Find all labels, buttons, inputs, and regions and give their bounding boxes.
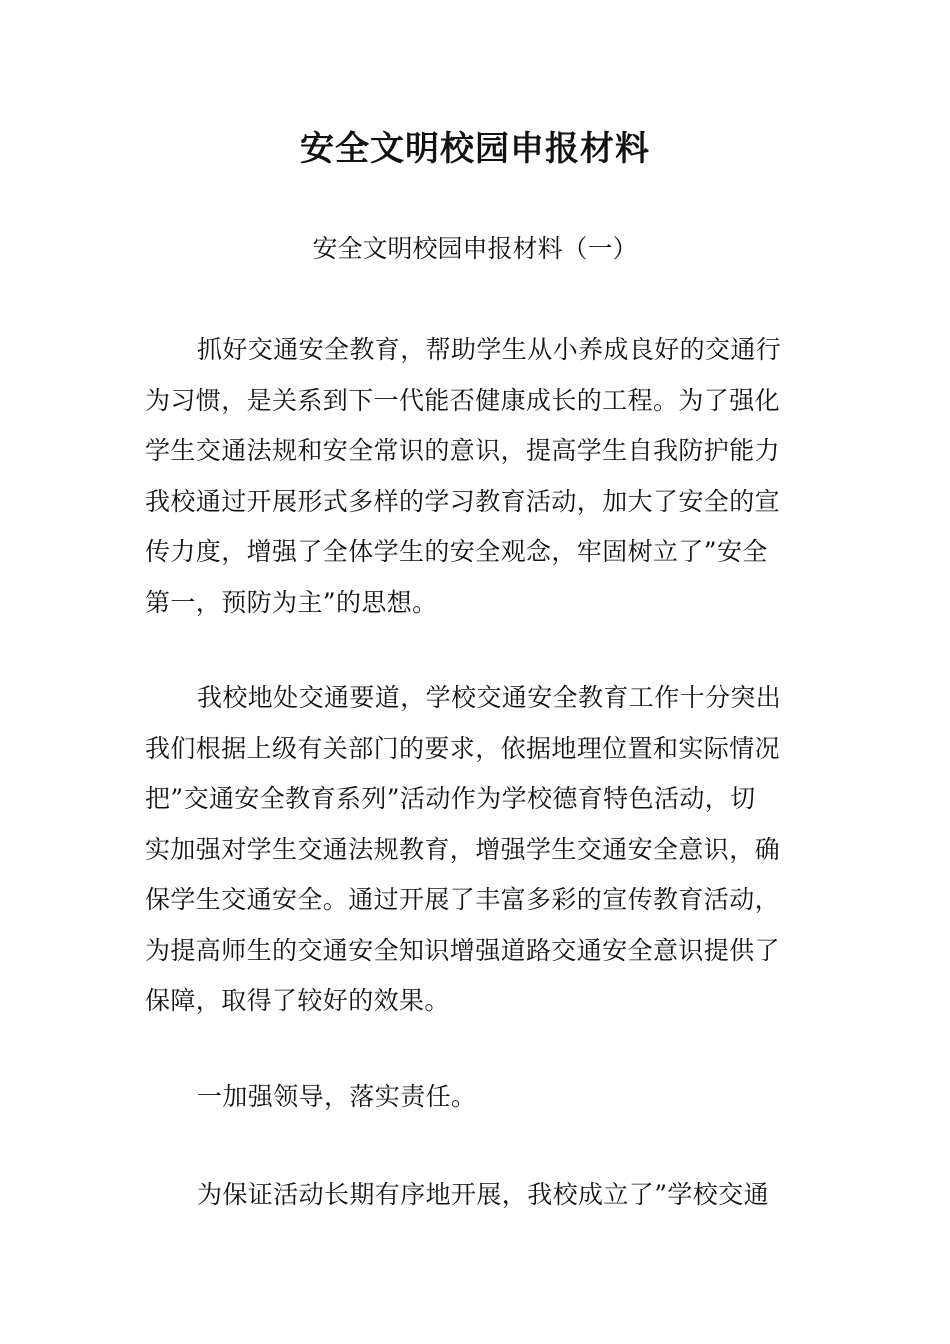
document-subtitle: 安全文明校园申报材料（一） <box>312 234 638 263</box>
paragraph-line: 抓好交通安全教育，帮助学生从小养成良好的交通行 <box>197 335 782 364</box>
paragraph-line: 我校通过开展形式多样的学习教育活动，加大了安全的宣 <box>145 486 781 516</box>
paragraph-line: 一加强领导，落实责任。 <box>197 1082 477 1111</box>
paragraph-line: 传力度，增强了全体学生的安全观念，牢固树立了”安全 <box>145 537 768 566</box>
paragraph-line: 第一，预防为主”的思想。 <box>145 587 438 617</box>
paragraph-line: 保学生交通安全。通过开展了丰富多彩的宣传教育活动， <box>145 885 781 914</box>
paragraph-line: 实加强对学生交通法规教育，增强学生交通安全意识，确 <box>145 834 781 864</box>
paragraph-line: 为保证活动长期有序地开展，我校成立了”学校交通 <box>197 1180 769 1209</box>
paragraph-4 <box>145 1170 807 1221</box>
paragraph-line: 学生交通法规和安全常识的意识，提高学生自我防护能力 <box>145 436 781 465</box>
paragraph-line: 为习惯，是关系到下一代能否健康成长的工程。为了强化 <box>145 385 781 415</box>
section-heading <box>145 1072 807 1123</box>
paragraph-line: 保障，取得了较好的效果。 <box>145 986 450 1015</box>
paragraph-line: 为提高师生的交通安全知识增强道路交通安全意识提供了 <box>145 935 781 965</box>
paragraph-1 <box>145 325 807 628</box>
document-title: 安全文明校园申报材料 <box>300 129 650 169</box>
paragraph-line: 我们根据上级有关部门的要求，依据地理位置和实际情况 <box>145 733 781 763</box>
paragraph-line: 我校地处交通要道，学校交通安全教育工作十分突出 <box>197 683 782 712</box>
paragraph-line: 把”交通安全教育系列”活动作为学校德育特色活动，切 <box>145 784 756 813</box>
paragraph-2 <box>145 673 807 1027</box>
